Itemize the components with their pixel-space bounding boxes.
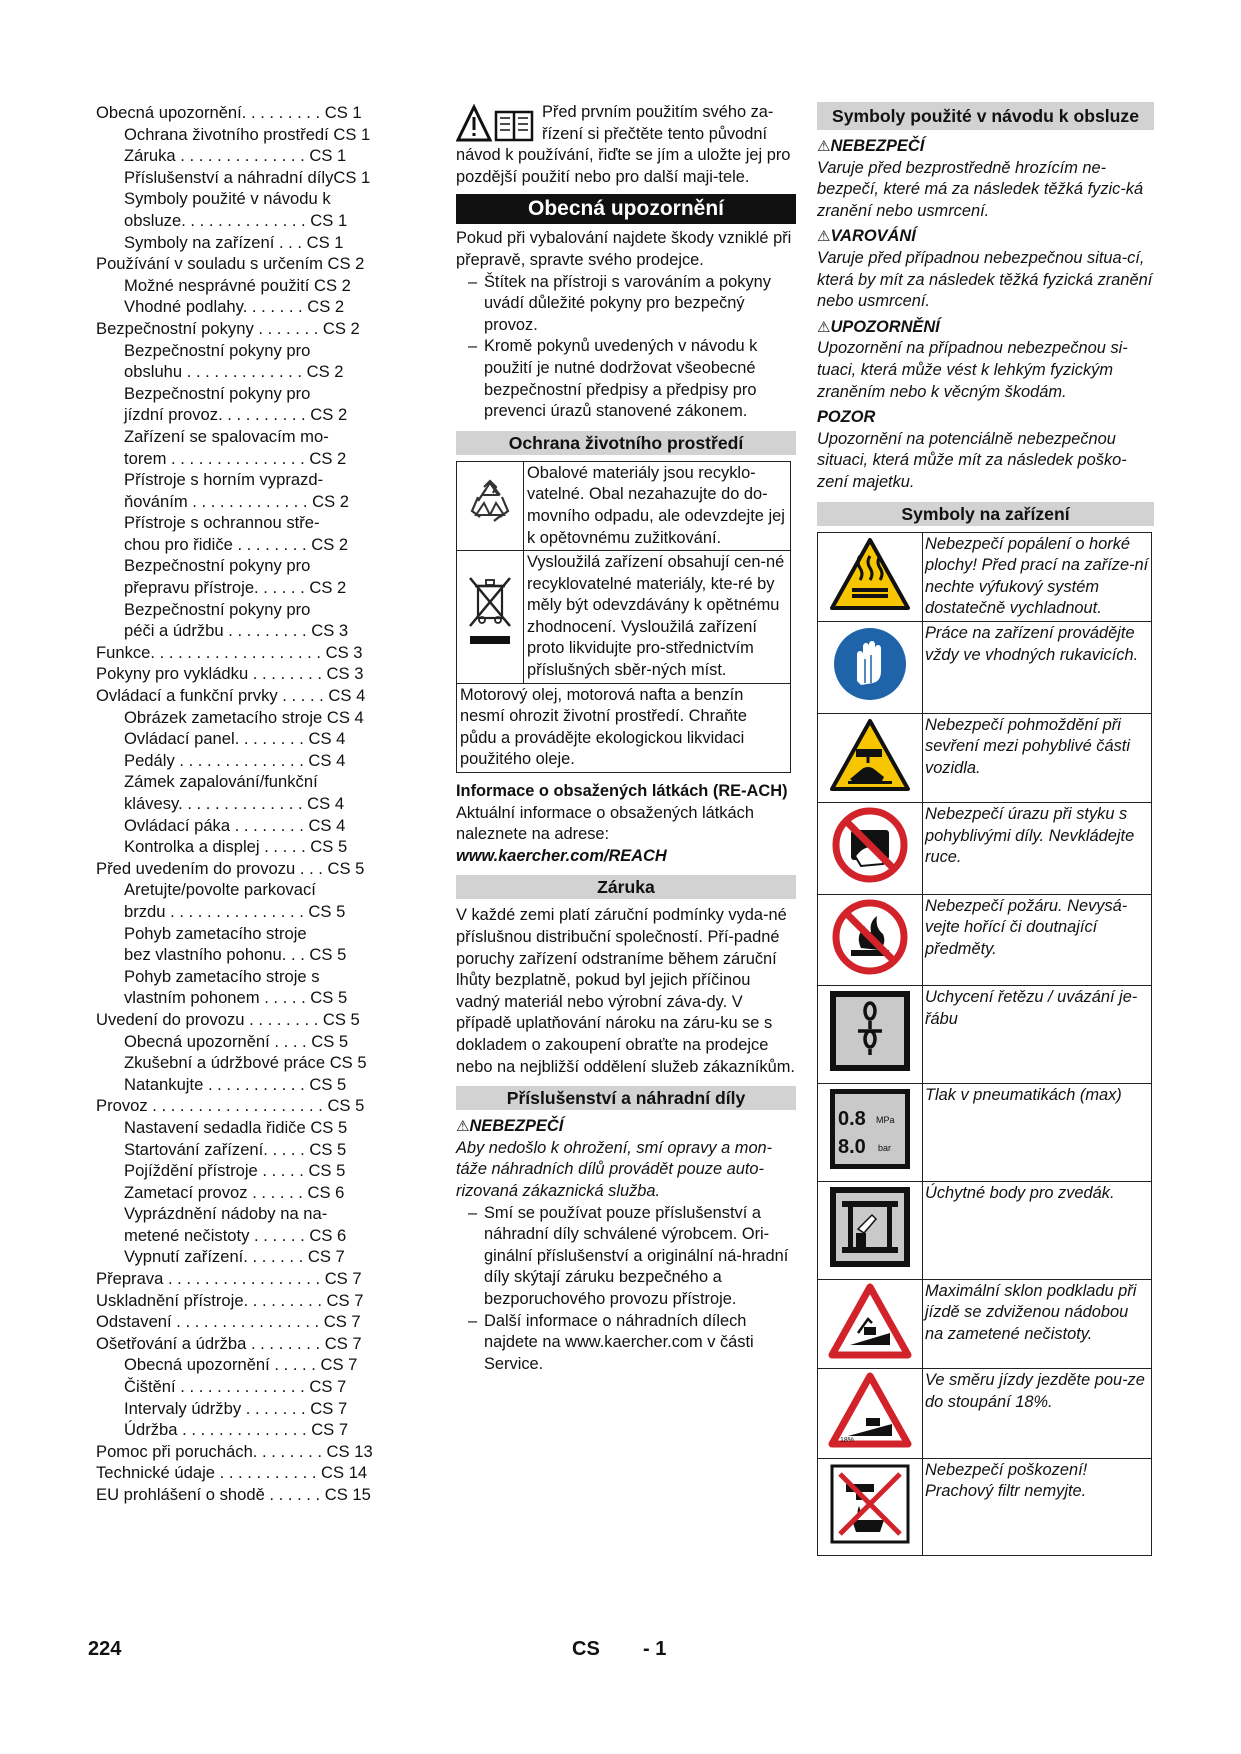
toc-entry[interactable]: Nastavení sedadla řidiče CS 5	[124, 1117, 348, 1137]
general-list	[456, 272, 796, 423]
warning-triangle-icon: ⚠	[817, 318, 831, 336]
warning-levels	[817, 136, 1154, 494]
toc-entry[interactable]: brzdu . . . . . . . . . . . . . . . CS 5	[124, 901, 346, 921]
no-open-flame-icon	[818, 894, 923, 986]
device-symbols-table	[817, 532, 1152, 1557]
toc-entry[interactable]: Obecná upozornění . . . . . CS 7	[124, 1355, 358, 1375]
warning-level-text: Upozornění na případnou nebezpečnou si-tuaci, která může vést k lehkým fyzickým zraněním nebo k věcným škodám.	[817, 339, 1128, 401]
heading-general-notes: Obecná upozornění	[456, 194, 796, 224]
toc-entry[interactable]: Vyprázdnění nádoby na na-	[124, 1204, 328, 1224]
table-row	[818, 1279, 1152, 1369]
heading-environment: Ochrana životního prostředí	[456, 431, 796, 455]
toc-entry[interactable]: Natankujte . . . . . . . . . . . CS 5	[124, 1074, 347, 1094]
toc-entry[interactable]: Aretujte/povolte parkovací	[124, 880, 316, 900]
column-right	[817, 102, 1154, 1556]
reach-text: Aktuální informace o obsažených látkách naleznete na adrese:	[456, 803, 754, 844]
table-row	[818, 622, 1152, 714]
toc-entry[interactable]: Přeprava . . . . . . . . . . . . . . . . . CS 7	[96, 1269, 362, 1289]
table-row	[818, 1369, 1152, 1459]
toc-entry[interactable]: Bezpečnostní pokyny pro	[124, 599, 311, 619]
table-of-contents	[96, 102, 426, 1506]
environment-table	[456, 461, 791, 773]
toc-entry[interactable]: péči a údržbu . . . . . . . . . CS 3	[124, 621, 349, 641]
heading-accessories: Příslušenství a náhradní díly	[456, 1086, 796, 1110]
toc-entry[interactable]: Uvedení do provozu . . . . . . . . CS 5	[96, 1009, 360, 1029]
heading-warranty: Záruka	[456, 875, 796, 899]
symbol-description: Nebezpečí požáru. Nevysá-vejte hořící či doutnající předměty.	[923, 894, 1152, 986]
toc-entry[interactable]: Pohyb zametacího stroje s	[124, 966, 320, 986]
max-incline-icon	[818, 1369, 923, 1459]
table-row	[818, 713, 1152, 803]
list-item: – Štítek na přístroji s varováním a pokyny uvádí důležité pokyny pro bezpečný provoz.	[468, 272, 771, 334]
toc-entry[interactable]: Příslušenství a náhradní dílyCS 1	[124, 167, 371, 187]
toc-entry[interactable]: Před uvedením do provozu . . . CS 5	[96, 858, 365, 878]
toc-entry[interactable]: přepravu přístroje. . . . . . CS 2	[124, 578, 347, 598]
danger-text: Aby nedošlo k ohrožení, smí opravy a mon-táže náhradních dílů provádět pouze auto-rizovaná zákaznická služba.	[456, 1138, 773, 1200]
toc-entry[interactable]: Bezpečnostní pokyny pro	[124, 383, 311, 403]
toc-entry[interactable]: Funkce. . . . . . . . . . . . . . . . . . . CS 3	[96, 642, 363, 662]
toc-entry[interactable]: Odstavení . . . . . . . . . . . . . . . . CS 7	[96, 1312, 361, 1332]
symbol-description: Tlak v pneumatikách (max)	[923, 1084, 1152, 1182]
toc-entry[interactable]: Zametací provoz . . . . . . CS 6	[124, 1182, 345, 1202]
warning-level-text: Varuje před bezprostředně hrozícím ne-bezpečí, které má za následek těžká fyzic-ká zranění nebo usmrcení.	[817, 158, 1144, 220]
table-row	[818, 1458, 1152, 1556]
toc-entry[interactable]: Symboly použité v návodu k	[124, 189, 331, 209]
toc-entry[interactable]: Vypnutí zařízení. . . . . . . CS 7	[124, 1247, 345, 1267]
toc-entry[interactable]: Ošetřování a údržba . . . . . . . . CS 7	[96, 1333, 362, 1353]
toc-entry[interactable]: Používání v souladu s určením CS 2	[96, 254, 365, 274]
toc-entry[interactable]: Ochrana životního prostředí CS 1	[124, 124, 371, 144]
no-reaching-in-icon	[818, 803, 923, 895]
toc-entry[interactable]: Pohyb zametacího stroje	[124, 923, 307, 943]
language-code: CS	[572, 1638, 600, 1660]
toc-entry[interactable]: Obecná upozornění. . . . . . . . . CS 1	[96, 103, 362, 122]
table-row	[818, 1084, 1152, 1182]
toc-entry[interactable]: Pedály . . . . . . . . . . . . . . CS 4	[124, 750, 346, 770]
toc-entry[interactable]: obsluhu . . . . . . . . . . . . . CS 2	[124, 362, 344, 382]
toc-entry[interactable]: Obrázek zametacího stroje CS 4	[124, 707, 364, 727]
reach-link[interactable]: www.kaercher.com/REACH	[456, 846, 667, 865]
warning-level-label: ⚠VAROVÁNÍ	[817, 227, 916, 246]
symbol-description: Maximální sklon podkladu při jízdě se zdviženou nádobou na zametené nečistoty.	[923, 1279, 1152, 1369]
toc-entry[interactable]: Intervaly údržby . . . . . . . CS 7	[124, 1398, 348, 1418]
table-row	[818, 532, 1152, 622]
warning-level-label: ⚠NEBEZPEČÍ	[817, 137, 925, 155]
toc-entry[interactable]: Zámek zapalování/funkční	[124, 772, 318, 792]
toc-entry[interactable]: Přístroje s ochrannou stře-	[124, 513, 320, 533]
toc-entry[interactable]: Bezpečnostní pokyny . . . . . . . CS 2	[96, 318, 360, 338]
symbol-description: Ve směru jízdy jezděte pou-ze do stoupání 18%.	[923, 1369, 1152, 1459]
recycling-icon	[457, 461, 524, 550]
toc-entry[interactable]: Ovládací panel. . . . . . . . CS 4	[124, 729, 346, 749]
table-row	[818, 1181, 1152, 1279]
toc-entry[interactable]: Obecná upozornění . . . . CS 5	[124, 1031, 349, 1051]
list-item: – Kromě pokynů uvedených v návodu k použití je nutné dodržovat všeobecné bezpečnostní předpisy a předpisy pro prevenci úrazů stanovené zákonem.	[468, 337, 758, 421]
intro-block	[456, 102, 796, 188]
symbol-description: Práce na zařízení provádějte vždy ve vhodných rukavicích.	[923, 622, 1152, 714]
toc-entry[interactable]: Bezpečnostní pokyny pro	[124, 556, 311, 576]
warning-level-text: Varuje před případnou nebezpečnou situa-cí, která by mít za následek těžká fyzická zranění nebo usmrcení.	[817, 248, 1153, 311]
toc-entry[interactable]: Startování zařízení. . . . . CS 5	[124, 1139, 347, 1159]
svg-text:18%: 18%	[840, 1437, 855, 1445]
page-number: 224	[88, 1638, 122, 1660]
toc-entry[interactable]: Možné nesprávné použití CS 2	[124, 275, 351, 295]
symbol-description: Nebezpečí pohmoždění při sevření mezi pohyblivé části vozidla.	[923, 713, 1152, 803]
crossed-bin-icon	[457, 551, 524, 684]
heading-manual-symbols: Symboly použité v návodu k obsluze	[817, 102, 1154, 130]
symbol-description: Nebezpečí úrazu při styku s pohyblivými díly. Nevkládejte ruce.	[923, 803, 1152, 895]
warning-level-text: Upozornění na potenciálně nebezpečnou situaci, která může mít za následek poško-zení majetku.	[817, 429, 1127, 491]
env-text: Vysloužilá zařízení obsahují cen-né recyklovatelné materiály, kte-ré by měly být odevzdávány k opětnému zhodnocení. Vysloužilá zařízení proto likvidujte pro-střednictvím příslušných sběr-ných míst.	[524, 551, 791, 684]
toc-entry[interactable]: Kontrolka a displej . . . . . CS 5	[124, 837, 348, 857]
toc-entry[interactable]: Technické údaje . . . . . . . . . . . CS 14	[96, 1463, 368, 1483]
intro-text: Před prvním použitím svého za-řízení si přečtěte tento původní návod k používání, řiďte se jím a uložte jej pro pozdější použití nebo pro další maji-tele.	[456, 103, 791, 186]
accessories-list	[456, 1203, 796, 1376]
warning-triangle-icon: ⚠	[817, 228, 831, 246]
toc-entry[interactable]: chou pro řidiče . . . . . . . . CS 2	[124, 534, 349, 554]
hot-surface-warning-icon	[818, 532, 923, 622]
svg-text:8.0: 8.0	[838, 1136, 866, 1159]
svg-text:bar: bar	[878, 1143, 892, 1154]
toc-entry[interactable]: Bezpečnostní pokyny pro	[124, 340, 311, 360]
toc-entry[interactable]: EU prohlášení o shodě . . . . . . CS 15	[96, 1485, 371, 1504]
toc-entry[interactable]: Pojíždění přístroje . . . . . CS 5	[124, 1161, 346, 1181]
no-wash-filter-icon	[818, 1458, 923, 1556]
warning-triangle-icon: ⚠	[817, 138, 831, 155]
warning-triangle-icon: ⚠	[456, 1118, 470, 1136]
toc-entry[interactable]: Záruka . . . . . . . . . . . . . . CS 1	[124, 146, 347, 166]
env-oil-text: Motorový olej, motorová nafta a benzín nesmí ohrozit životní prostředí. Chraňte půdu a provádějte ekologickou likvidaci použitého oleje.	[457, 683, 791, 772]
toc-entry[interactable]: Čištění . . . . . . . . . . . . . . CS 7	[124, 1377, 347, 1397]
symbol-description: Úchytné body pro zvedák.	[923, 1181, 1152, 1279]
toc-entry[interactable]: obsluze. . . . . . . . . . . . . . CS 1	[124, 210, 348, 230]
jack-point-icon	[818, 1181, 923, 1279]
symbol-description: Nebezpečí poškození! Prachový filtr nemyjte.	[923, 1458, 1152, 1556]
toc-entry[interactable]: Symboly na zařízení . . . CS 1	[124, 232, 344, 252]
list-item: – Další informace o náhradních dílech najdete na www.kaercher.com v části Service.	[468, 1311, 754, 1373]
toc-entry[interactable]: metené nečistoty . . . . . . CS 6	[124, 1225, 347, 1245]
general-paragraph: Pokud při vybalování najdete škody vzniklé při přepravě, spravte svého prodejce.	[456, 229, 792, 269]
toc-entry[interactable]: klávesy. . . . . . . . . . . . . . CS 4	[124, 794, 345, 813]
column-middle	[456, 102, 796, 1375]
toc-entry[interactable]: Zkušební a údržbové práce CS 5	[124, 1053, 367, 1073]
toc-entry[interactable]: vlastním pohonem . . . . . CS 5	[124, 988, 348, 1008]
chain-lashing-icon	[818, 986, 923, 1084]
reach-heading: Informace o obsažených látkách (RE-ACH)	[456, 782, 788, 801]
toc-entry[interactable]: Ovládací páka . . . . . . . . CS 4	[124, 815, 346, 835]
list-item: – Smí se používat pouze příslušenství a náhradní díly schválené výrobcem. Ori-ginální příslušenství a originální ná-hradní díly skýtají záruku bezpečného a bezporuchového provozu přístroje.	[468, 1203, 789, 1308]
crushing-hand-warning-icon	[818, 713, 923, 803]
toc-entry[interactable]: torem . . . . . . . . . . . . . . . CS 2	[124, 448, 347, 468]
table-row	[818, 986, 1152, 1084]
table-row	[818, 894, 1152, 986]
toc-entry[interactable]: ňováním . . . . . . . . . . . . . CS 2	[124, 491, 350, 511]
toc-entry[interactable]: bez vlastního pohonu. . . CS 5	[124, 945, 347, 965]
warning-level-label: POZOR	[817, 408, 876, 427]
svg-text:MPa: MPa	[876, 1115, 895, 1126]
svg-text:0.8: 0.8	[838, 1108, 866, 1131]
symbol-description: Uchycení řetězu / uvázání je-řábu	[923, 986, 1152, 1084]
toc-entry[interactable]: Zařízení se spalovacím mo-	[124, 426, 329, 446]
table-row	[457, 683, 791, 772]
toc-entry[interactable]: Údržba . . . . . . . . . . . . . . CS 7	[124, 1420, 349, 1440]
toc-entry[interactable]: Přístroje s horním vyprazd-	[124, 470, 324, 490]
read-manual-warning-icon	[456, 104, 536, 144]
section-page: - 1	[643, 1638, 667, 1660]
tyre-pressure-icon	[818, 1084, 923, 1182]
toc-entry[interactable]: Uskladnění přístroje. . . . . . . . . CS 7	[96, 1290, 364, 1310]
toc-entry[interactable]: jízdní provoz. . . . . . . . . . CS 2	[124, 405, 348, 425]
warning-level-label: ⚠UPOZORNĚNÍ	[817, 317, 940, 336]
table-row	[818, 803, 1152, 895]
toc-entry[interactable]: Pokyny pro vykládku . . . . . . . . CS 3	[96, 664, 364, 684]
danger-label: ⚠NEBEZPEČÍ	[456, 1117, 564, 1136]
table-row	[457, 461, 791, 550]
env-text: Obalové materiály jsou recyklo-vatelné. Obal nezahazujte do do-movního odpadu, ale odevzdejte jej k opětovnému zužitkování.	[524, 461, 791, 550]
gloves-mandatory-icon	[818, 622, 923, 714]
heading-device-symbols: Symboly na zařízení	[817, 502, 1154, 526]
symbol-description: Nebezpečí popálení o horké plochy! Před prací na zaříze-ní nechte výfukový systém dostatečně vychladnout.	[923, 532, 1152, 622]
toc-entry[interactable]: Pomoc při poruchách. . . . . . . . CS 13	[96, 1441, 373, 1461]
max-slope-raised-icon	[818, 1279, 923, 1369]
table-row	[457, 551, 791, 684]
toc-entry[interactable]: Ovládací a funkční prvky . . . . . CS 4	[96, 686, 366, 706]
toc-entry[interactable]: Vhodné podlahy. . . . . . . CS 2	[124, 297, 345, 317]
toc-entry[interactable]: Provoz . . . . . . . . . . . . . . . . . . . CS 5	[96, 1096, 365, 1116]
warranty-text: V každé zemi platí záruční podmínky vyda-né příslušnou distribuční společností. Pří-padné poruchy zařízení odstraníme během záruční lhůty bezplatně, pokud byl jejich příčinou vadný materiál nebo výrobní záva-dy. V případě uplatňování nároku na záru-ku se s dokladem o zakoupení obraťte na prodejce nebo na nejbližší oddělení služeb zákazníkům.	[456, 906, 795, 1076]
